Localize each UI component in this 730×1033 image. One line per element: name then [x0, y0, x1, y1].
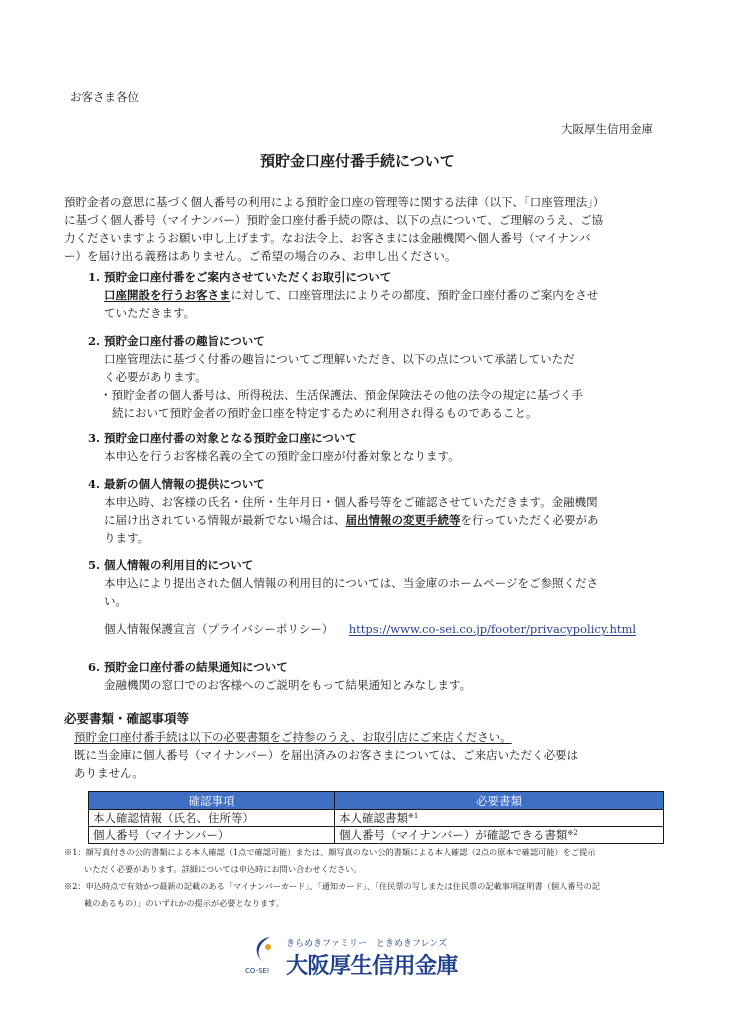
footnote-cont: 載のあるもの）」のいずれかの提示が必要となります。 [84, 898, 284, 908]
section-2 [88, 332, 583, 422]
table-cell: 本人確認情報（氏名、住所等） [89, 810, 335, 827]
required-docs [64, 710, 578, 782]
intro-line: 預貯金者の意思に基づく個人番号の利用による預貯金口座の管理等に関する法律（以下、｢口座管理法｣） [64, 195, 605, 209]
table-row [89, 810, 664, 827]
section-1-underlined: 口座開設を行うお客さま [104, 288, 231, 302]
section-1-line: ていただきます。 [104, 306, 196, 320]
section-4-bold: 届出情報の変更手続等 [345, 513, 461, 527]
table-cell: 個人番号（マイナンバー） [89, 827, 335, 844]
section-2-bullet-cont: 続において預貯金者の預貯金口座を特定するために利用され得るものであること。 [112, 406, 538, 420]
privacy-policy-label: 個人情報保護宣言（プライバシーポリシー） [104, 622, 334, 636]
logo-sub-text: CO-SEI [245, 967, 270, 975]
section-3-heading: 3. 預貯金口座付番の対象となる預貯金口座について [88, 431, 357, 445]
section-1-heading: 1. 預貯金口座付番をご案内させていただくお取引について [88, 270, 392, 284]
table-cell: 本人確認書類$^{※1}$ [335, 810, 664, 827]
footnote: ※2：申込時点で有効かつ最新の記載のある「マイナンバーカード」、「通知カード」、「住民票の写しまたは住民票の記載事項証明書（個人番号の記 [64, 881, 601, 891]
section-5-line: 本申込により提出された個人情報の利用目的については、当金庫のホームページをご参照くださ [104, 576, 599, 590]
section-4-line: 本申込時、お客様の氏名・住所・生年月日・個人番号等をご確認させていただきます。金融機関 [104, 495, 598, 509]
intro-line: 力くださいますようお願い申し上げます。なお法令上、お客さまには金融機関へ個人番号（マイナンバ [64, 231, 591, 245]
section-3-line: 本申込を行うお客様名義の全ての預貯金口座が付番対象となります。 [104, 449, 460, 463]
footnote-cont: いただく必要があります。詳細については申込時にお問い合わせください。 [84, 864, 362, 874]
co-sei-logo-icon [246, 933, 280, 967]
required-docs-line: 預貯金口座付番手続は以下の必要書類をご持参のうえ、お取引店にご来店ください。 [74, 730, 512, 744]
footer-bank-name: 大阪厚生信用金庫 [286, 954, 459, 979]
section-6 [88, 658, 471, 694]
section-2-line: 口座管理法に基づく付番の趣旨についてご理解いただき、以下の点について承諾していただ [104, 352, 575, 366]
section-4-line: ります。 [104, 531, 150, 545]
section-4-heading: 4. 最新の個人情報の提供について [88, 477, 265, 491]
section-6-line: 金融機関の窓口でのお客様へのご説明をもって結果通知とみなします。 [104, 678, 472, 692]
section-4 [88, 475, 599, 547]
intro-paragraph [64, 193, 605, 265]
section-5 [88, 556, 636, 638]
required-docs-line: 既に当金庫に個人番号（マイナンバー）を届出済みのお客さまについては、ご来店いただく必要は [74, 748, 579, 762]
section-2-bullet: ・預貯金者の個人番号は、所得税法、生活保護法、預金保険法その他の法令の規定に基づく手 [100, 388, 583, 402]
issuer-name: 大阪厚生信用金庫 [561, 122, 653, 136]
table-header: 必要書類 [335, 792, 664, 810]
privacy-policy-row [88, 620, 636, 638]
required-docs-heading: 必要書類・確認事項等 [64, 711, 190, 726]
footer-slogan: きらめきファミリー ときめきフレンズ [286, 939, 447, 949]
table-header: 確認事項 [89, 792, 335, 810]
table-cell: 個人番号（マイナンバー）が確認できる書類$^{※2}$ [335, 827, 664, 844]
section-4-line: に届け出されている情報が最新でない場合は、届出情報の変更手続等を行っていただく必要があ [104, 513, 599, 527]
intro-line: ー）を届け出る義務はありません。ご希望の場合のみ、お申し出ください。 [64, 249, 457, 263]
section-1-line: 口座開設を行うお客さまに対して、口座管理法によりその都度、預貯金口座付番のご案内をさせ [104, 288, 599, 302]
section-5-line: い。 [104, 594, 127, 608]
required-docs-table [88, 791, 664, 844]
section-6-heading: 6. 預貯金口座付番の結果通知について [88, 660, 288, 674]
table-header-row [89, 792, 664, 810]
greeting: お客さま各位 [70, 90, 139, 104]
section-2-line: く必要があります。 [104, 370, 207, 384]
required-docs-line: ありません。 [74, 766, 144, 780]
privacy-policy-link[interactable]: https://www.co-sei.co.jp/footer/privacypolicy.html [348, 622, 637, 636]
section-2-heading: 2. 預貯金口座付番の趣旨について [88, 334, 265, 348]
section-3 [88, 429, 460, 465]
intro-line: に基づく個人番号（マイナンバー）預貯金口座付番手続の際は、以下の点について、ご理解のうえ、ご協 [64, 213, 604, 227]
page-title: 預貯金口座付番手続について [260, 152, 455, 170]
footnotes [64, 844, 600, 912]
table-row [89, 827, 664, 844]
footnote: ※1：顔写真付きの公的書類による本人確認（1点で確認可能）または、顔写真のない公的書類による本人確認（2点の原本で確認可能）をご提示 [64, 847, 596, 857]
section-5-heading: 5. 個人情報の利用目的について [88, 558, 254, 572]
section-1 [88, 268, 598, 322]
